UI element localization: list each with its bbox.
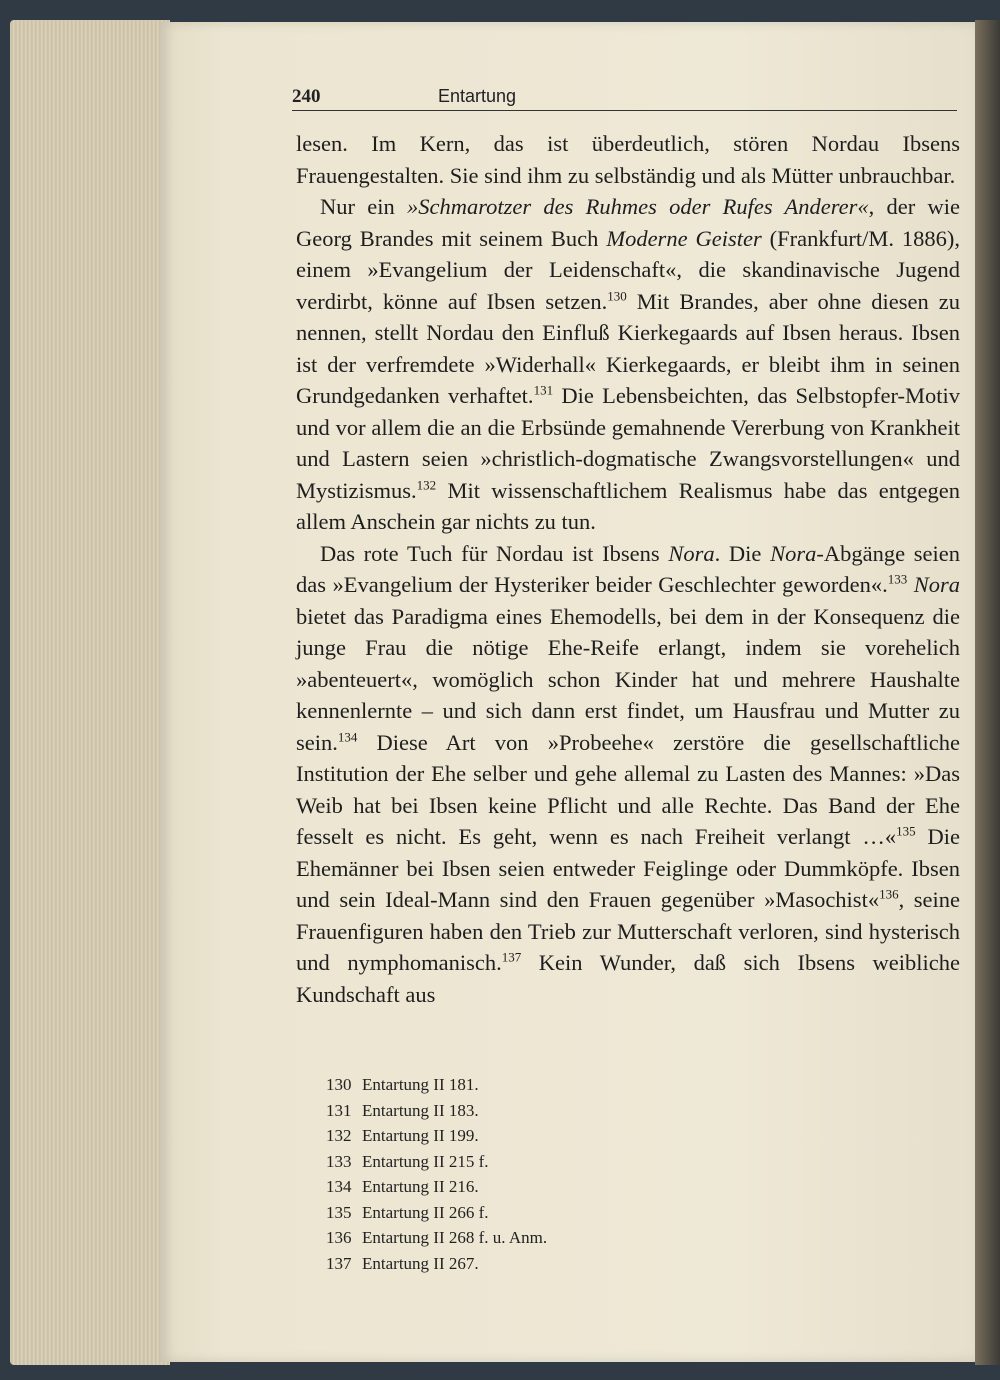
footnote-number: 133 <box>326 1151 352 1171</box>
text-run: Nur ein <box>320 194 407 219</box>
footnote-ref: 137 <box>501 949 522 965</box>
paragraph <box>296 128 960 191</box>
footnote <box>326 1072 826 1098</box>
footnote-ref: 136 <box>879 886 899 902</box>
footnote-number: 135 <box>326 1202 352 1222</box>
text-run: (Frankfurt/M. 1886), einem »Evangelium der Leidenschaft«, die skandinavische Jugend verdirbt, könne auf Ibsen setzen. <box>296 225 960 314</box>
footnote-ref: 131 <box>533 382 554 398</box>
footnote-text: Entartung II 216. <box>362 1177 479 1196</box>
text-run: Diese Art von »Probeehe« zerstöre die gesellschaftliche Institution der Ehe selber und gehe allemal zu Lasten des Mannes: »Das Weib hat bei Ibsen keine Pflicht und alle Rechte. Das Band der Ehe fesselt es nicht. Es geht, wenn es nach Freiheit verlangt …« <box>296 729 960 849</box>
footnote-ref: 130 <box>607 288 627 303</box>
footnote-number: 130 <box>326 1075 352 1094</box>
footnote-text: Entartung II 267. <box>362 1253 479 1273</box>
text-run: , seine Frauenfiguren haben den Trieb zur Mutterschaft verloren, sind hysterisch und nymphomanisch. <box>296 887 960 975</box>
italic-text: Moderne Geister <box>606 225 762 251</box>
footnote <box>326 1225 826 1251</box>
text-run: Mit Brandes, aber ohne diesen zu nennen, stellt Nordau den Einfluß Kierkegaards auf Ibsen heraus. Ibsen ist der verfremdete »Widerhall« Kierkegaards, er bleibt ihm in seinen Grundgedanken verhaftet. <box>296 288 960 408</box>
footnote-text: Entartung II 199. <box>362 1126 479 1145</box>
paragraph <box>296 191 960 538</box>
paragraph <box>296 538 960 1011</box>
text-run: bietet das Paradigma eines Ehemodells, bei dem in der Konsequenz die junge Frau die nötige Ehe-Reife erlangt, indem sie vorehelich »abenteuert«, womöglich schon Kinder hat und mehrere Haushalte kennenlernte – und sich dann erst findet, um Hausfrau und Mutter zu sein. <box>296 603 960 755</box>
text-run: . Die <box>714 540 771 566</box>
page-header <box>292 84 957 111</box>
book-page <box>160 22 975 1362</box>
footnote <box>326 1098 826 1124</box>
footnote-ref: 133 <box>887 571 908 587</box>
footnote-text: Entartung II 268 f. u. Anm. <box>362 1228 548 1247</box>
text-run: -Abgänge seien das »Evangelium der Hysteriker beider Geschlechter geworden«. <box>296 540 960 597</box>
footnote-number: 132 <box>326 1126 352 1145</box>
footnote-number: 136 <box>326 1228 352 1247</box>
italic-text: Nora <box>913 572 961 597</box>
text-run: Die Lebensbeichten, das Selbstopfer-Motiv und vor allem die an die Erbsünde gemahnende Vererbung von Krankheit und Lastern seien »christlich-dogmatische Zwangsvorstellungen« und Mystizismus. <box>296 383 960 503</box>
book-spine <box>975 20 1000 1365</box>
text-run: Das rote Tuch für Nordau ist Ibsens <box>320 540 669 566</box>
body-text <box>296 128 960 1010</box>
book-page-edges <box>10 20 170 1365</box>
footnote <box>326 1251 826 1277</box>
footnotes <box>326 1072 826 1276</box>
text-run: Die Ehemänner bei Ibsen seien entweder Feiglinge oder Dummköpfe. Ibsen und sein Ideal-Mann sind den Frauen gegenüber »Masochist« <box>296 824 960 912</box>
footnote-number: 134 <box>326 1177 352 1196</box>
text-run: lesen. Im Kern, das ist überdeutlich, stören Nordau Ibsens Frauengestalten. Sie sind ihm zu selbständig und als Mütter unbrauchbar. <box>296 131 960 188</box>
footnote <box>326 1123 826 1149</box>
footnote-text: Entartung II 266 f. <box>362 1202 489 1222</box>
footnote-number: 137 <box>326 1253 352 1273</box>
text-run: Kein Wunder, daß sich Ibsens weibliche Kundschaft aus <box>296 950 961 1007</box>
footnote <box>326 1200 826 1226</box>
footnote-number: 131 <box>326 1100 352 1120</box>
footnote <box>326 1174 826 1200</box>
italic-text: Nora <box>668 540 715 566</box>
running-title: Entartung <box>438 86 517 106</box>
footnote-text: Entartung II 215 f. <box>362 1151 489 1171</box>
footnote-text: Entartung II 183. <box>362 1100 479 1120</box>
footnote-ref: 135 <box>896 823 916 839</box>
page-number: 240 <box>292 86 321 107</box>
footnote-text: Entartung II 181. <box>362 1075 479 1094</box>
text-run: , der wie Georg Brandes mit seinem Buch <box>296 194 960 251</box>
footnote <box>326 1149 826 1175</box>
text-run: Mit wissenschaftlichem Realismus habe das entgegen allem Anschein gar nichts zu tun. <box>296 477 960 534</box>
footnote-ref: 132 <box>416 477 437 492</box>
italic-text: »Schmarotzer des Ruhmes oder Rufes Anderer« <box>407 194 869 219</box>
footnote-ref: 134 <box>337 729 358 744</box>
italic-text: Nora <box>770 540 817 566</box>
